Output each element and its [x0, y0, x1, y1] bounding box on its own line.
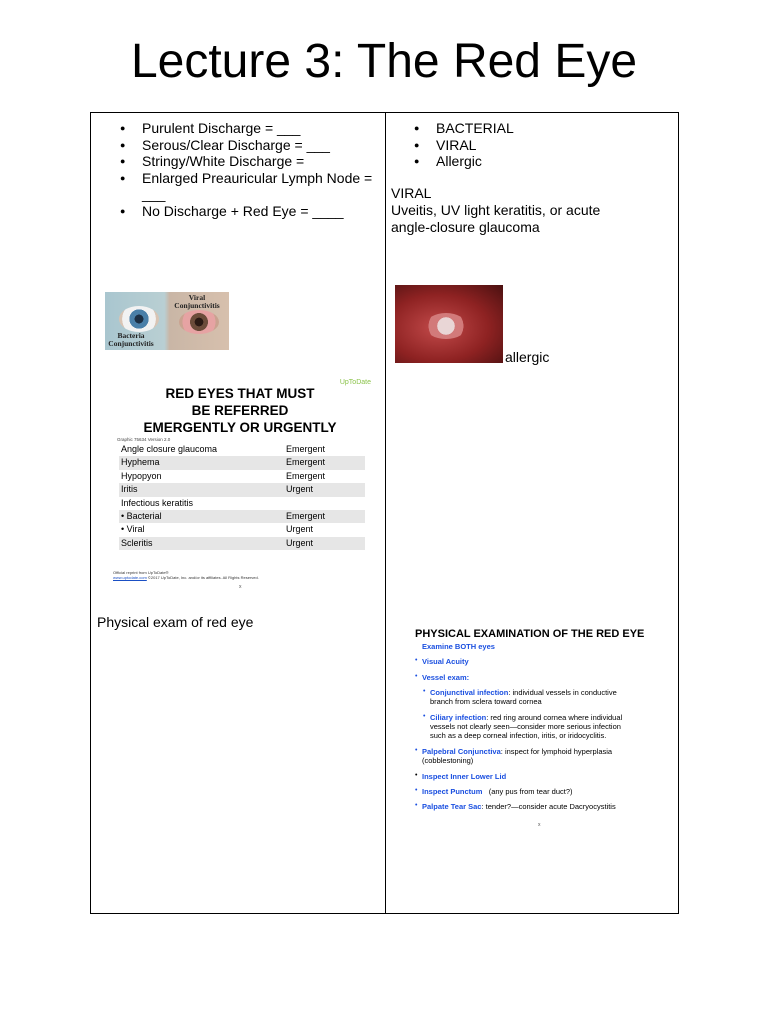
punctum-term: Inspect Punctum [422, 787, 483, 796]
question-item: ● Purulent Discharge = ___ [120, 120, 378, 137]
condition-cell: • Viral [121, 524, 145, 535]
ciliary-text-3: such as a deep corneal infection, iritis, or iridocyclitis. [430, 731, 607, 740]
bacterial-eye-graphic [119, 306, 159, 332]
punctum-line [422, 787, 573, 797]
ciliary-text: : red ring around cornea where individual [486, 713, 623, 722]
question-item: ● No Discharge + Red Eye = ____ [120, 203, 378, 220]
urgency-cell: Emergent [286, 510, 326, 521]
bullet-icon: • [415, 772, 418, 779]
conjunctival-text: : individual vessels in conductive [508, 688, 617, 697]
table-row [119, 483, 365, 496]
table-row [119, 456, 365, 469]
answer-item: ● BACTERIAL [414, 120, 674, 137]
uptodate-link[interactable]: www.uptodate.com [113, 575, 147, 580]
conjunctival-term: Conjunctival infection [430, 688, 509, 697]
question-item: ● Stringy/White Discharge = [120, 153, 378, 170]
ciliary-text-2: vessels not clearly seen—consider more serious infection [430, 722, 621, 731]
inspect-lid: Inspect Inner Lower Lid [422, 772, 507, 781]
graphic-id: Graphic 75634 Version 2.0 [117, 437, 171, 442]
urgency-cell: Urgent [286, 484, 314, 495]
uptodate-referral-table [105, 375, 375, 590]
visual-acuity: Visual Acuity [422, 657, 469, 666]
conjunctival-text-2: branch from sclera toward cornea [430, 697, 542, 706]
bacterial-photo-label: Bacteria Conjunctivitis [108, 331, 154, 348]
bullet-icon: • [415, 747, 418, 754]
table-row [119, 470, 365, 483]
footer-line: ©2017 UpToDate, Inc. and/or its affiliates. All Rights Reserved. [147, 575, 259, 580]
column-divider [385, 113, 386, 913]
bullet-icon: • [415, 802, 418, 809]
footer-line: Official reprint from UpToDate® [113, 570, 169, 575]
condition-cell: Infectious keratitis [121, 497, 194, 508]
answer-item: ● Allergic [414, 153, 674, 170]
viral-description: Uveitis, UV light keratitis, or acute angle-closure glaucoma [391, 202, 601, 235]
image-mark: x [538, 822, 541, 828]
condition-cell: Hyphema [121, 457, 160, 468]
condition-cell: Hypopyon [121, 470, 162, 481]
heading-line: EMERGENTLY OR URGENTLY [143, 420, 337, 435]
condition-cell: Angle closure glaucoma [121, 444, 218, 454]
punctum-text: (any pus from tear duct?) [488, 787, 573, 796]
uptodate-footer [113, 570, 259, 580]
tear-sac-text: : tender?—consider acute Dacryocystitis [481, 802, 616, 811]
condition-cell: Scleritis [121, 537, 153, 548]
table-row [119, 510, 365, 523]
condition-cell: • Bacterial [121, 510, 162, 521]
tear-sac-term: Palpate Tear Sac [422, 802, 482, 811]
table-row [119, 537, 365, 550]
tear-sac-line [422, 802, 616, 812]
vessel-exam: Vessel exam: [422, 673, 470, 682]
heading-line: BE REFERRED [191, 403, 289, 418]
urgency-cell: Urgent [286, 537, 314, 548]
referral-rows [119, 443, 365, 550]
viral-label: VIRAL [391, 185, 432, 201]
table-row [119, 443, 365, 456]
table-row [119, 497, 365, 510]
bullet-icon: • [415, 673, 418, 680]
exam-subheading: Examine BOTH eyes [422, 642, 495, 651]
uptodate-logo: UpToDate [339, 379, 371, 386]
physical-exam-slide [410, 621, 672, 833]
page-title: Lecture 3: The Red Eye [130, 35, 638, 88]
urgency-cell: Urgent [286, 524, 314, 535]
heading-line: RED EYES THAT MUST [165, 386, 315, 401]
urgency-cell: Emergent [286, 457, 326, 468]
palpebral-term: Palpebral Conjunctiva [422, 747, 501, 756]
condition-cell: Iritis [121, 484, 138, 495]
image-mark: x [239, 584, 242, 590]
viral-eye-graphic [179, 310, 219, 334]
answer-list [414, 120, 674, 170]
allergic-label: allergic [505, 349, 550, 365]
bullet-icon: • [423, 713, 426, 720]
palpebral-text-2: (cobblestoning) [422, 756, 474, 765]
answer-item: ● VIRAL [414, 137, 674, 154]
question-list [120, 120, 378, 219]
urgency-cell: Emergent [286, 444, 326, 454]
exam-heading: PHYSICAL EXAMINATION OF THE RED EYE [415, 628, 645, 640]
table-row [119, 523, 365, 536]
eye-graphic [425, 313, 467, 339]
viral-photo-label: Viral Conjunctivitis [174, 293, 220, 310]
allergic-eye-photo [395, 285, 503, 363]
question-item: ● Serous/Clear Discharge = ___ [120, 137, 378, 154]
palpebral-text: : inspect for lymphoid hyperplasia [500, 747, 613, 756]
bullet-icon: • [423, 688, 426, 695]
bullet-icon: • [415, 787, 418, 794]
referral-heading [105, 385, 375, 436]
notes-table [90, 112, 679, 914]
bullet-icon: • [415, 657, 418, 664]
question-item: ● Enlarged Preauricular Lymph Node = ___ [120, 170, 378, 203]
conjunctivitis-photo [105, 292, 229, 350]
ciliary-term: Ciliary infection [430, 713, 487, 722]
physical-exam-label: Physical exam of red eye [97, 614, 254, 630]
urgency-cell: Emergent [286, 470, 326, 481]
